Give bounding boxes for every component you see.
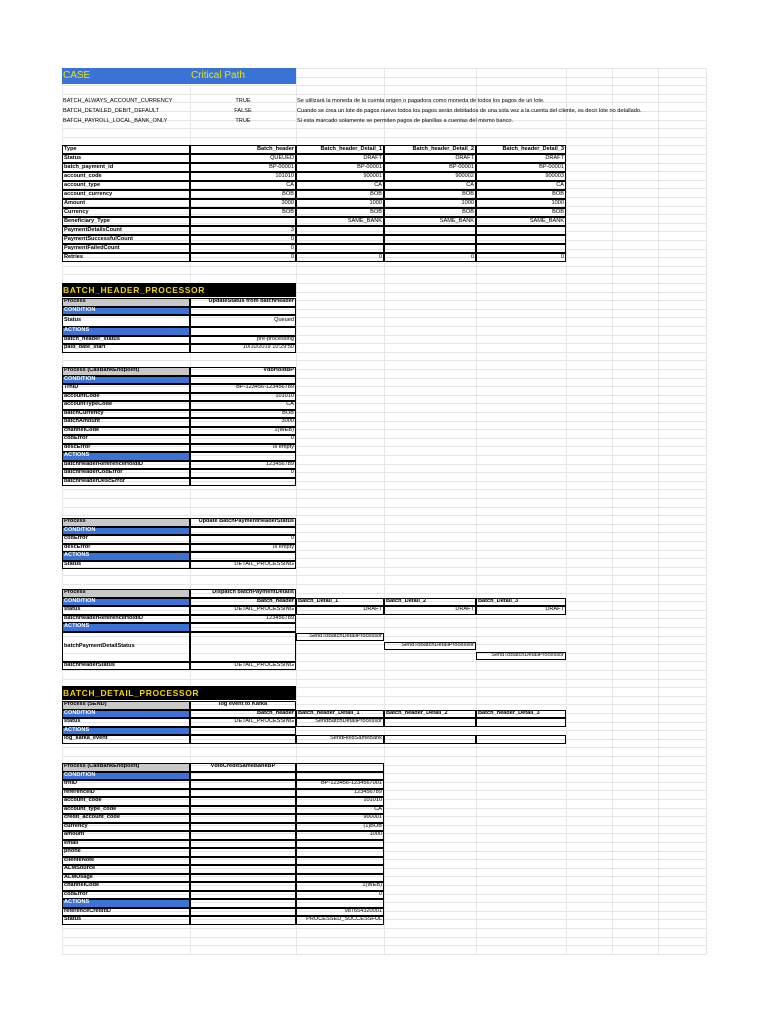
type-table-cell[interactable]: Retries xyxy=(62,253,190,262)
type-table-cell[interactable]: Status xyxy=(62,154,190,163)
condition-label[interactable]: CONDITION xyxy=(62,710,190,719)
type-table-cell[interactable]: 0 xyxy=(190,244,296,253)
type-table-cell[interactable]: account_currency xyxy=(62,190,190,199)
type-table-cell[interactable]: DRAFT xyxy=(384,154,476,163)
cell[interactable] xyxy=(190,882,296,891)
status-value[interactable]: DETAIL_PROCESSING xyxy=(190,606,296,615)
grid-hline xyxy=(62,128,706,129)
status-value[interactable]: DRAFT xyxy=(476,606,566,615)
type-table-cell[interactable]: 3 xyxy=(190,226,296,235)
param-label[interactable]: ALMSource xyxy=(62,865,190,874)
grid-hline xyxy=(62,937,706,938)
param-value[interactable]: 0 xyxy=(296,891,384,900)
type-table-cell[interactable]: CA xyxy=(384,181,476,190)
send-cell[interactable]: SendToBatchDetailProcessor xyxy=(476,652,566,661)
config-desc[interactable]: Se utilizará la moneda de la cuenta origen o pagadora como moneda de todos los pagos de un lote. xyxy=(297,97,545,104)
param-value[interactable] xyxy=(296,874,384,883)
type-table-cell[interactable] xyxy=(476,235,566,244)
cell[interactable] xyxy=(384,735,476,744)
process-label[interactable]: Process (CallBankEndpoint) xyxy=(62,763,190,772)
grid-hline xyxy=(62,575,706,576)
param-value[interactable]: 3000 xyxy=(190,418,296,427)
grid-hline xyxy=(62,85,706,86)
grid-hline xyxy=(62,515,706,516)
type-table-header[interactable]: Type xyxy=(62,145,190,154)
param-label[interactable]: TrnID xyxy=(62,384,190,393)
title-cell[interactable]: Critical Path xyxy=(190,68,296,84)
param-value[interactable]: 1(WEB) xyxy=(296,882,384,891)
type-table-cell[interactable]: 900002 xyxy=(384,172,476,181)
param-label[interactable]: status xyxy=(62,606,190,615)
param-label[interactable]: referenceID xyxy=(62,789,190,798)
cell[interactable] xyxy=(190,874,296,883)
cell[interactable] xyxy=(190,452,296,461)
param-label[interactable]: descError xyxy=(62,444,190,453)
cell[interactable] xyxy=(190,823,296,832)
param-value[interactable]: DETAIL_PROCESSING xyxy=(190,662,296,671)
column-header[interactable]: Batch_header xyxy=(190,598,296,607)
param-label[interactable]: batchHeaderCodError xyxy=(62,469,190,478)
param-label[interactable]: referenceCreditID xyxy=(62,908,190,917)
grid-hline xyxy=(62,489,706,490)
cell[interactable] xyxy=(190,376,296,385)
cell[interactable] xyxy=(190,908,296,917)
grid-hline xyxy=(62,584,706,585)
type-table-cell[interactable]: Amount xyxy=(62,199,190,208)
type-table-cell[interactable] xyxy=(296,235,384,244)
cell[interactable] xyxy=(190,632,296,662)
process-label[interactable]: Process xyxy=(62,298,190,307)
actions-label[interactable]: ACTIONS xyxy=(62,623,190,632)
process-label[interactable]: Process (SEND) xyxy=(62,701,190,710)
type-table-cell[interactable]: SAME_BANK xyxy=(296,217,384,226)
param-label[interactable]: account_type_code xyxy=(62,806,190,815)
param-label[interactable]: codError xyxy=(62,435,190,444)
type-table-cell[interactable]: SAME_BANK xyxy=(476,217,566,226)
type-table-cell[interactable]: batch_payment_id xyxy=(62,163,190,172)
param-label[interactable]: batchHeaderStatus xyxy=(62,662,190,671)
cell[interactable] xyxy=(190,772,296,781)
config-key[interactable]: BATCH_PAYROLL_LOCAL_BANK_ONLY xyxy=(63,118,168,125)
case-cell[interactable]: CASE xyxy=(62,68,190,84)
cell[interactable] xyxy=(296,899,384,908)
param-label[interactable]: batchPaymentDetailStatus xyxy=(62,632,190,662)
type-table-cell[interactable]: BP-00001 xyxy=(384,163,476,172)
type-table-cell[interactable]: DRAFT xyxy=(476,154,566,163)
param-value[interactable] xyxy=(296,865,384,874)
column-header[interactable]: Batch_header_Detail_1 xyxy=(296,710,384,719)
type-table-cell[interactable]: 900001 xyxy=(296,172,384,181)
param-label[interactable]: batchHeaderReferenceHoldID xyxy=(62,615,190,624)
param-label[interactable]: paid_date_start xyxy=(62,344,190,353)
config-value[interactable]: TRUE xyxy=(235,97,251,104)
column-header[interactable]: Batch_header xyxy=(190,710,296,719)
cell[interactable] xyxy=(190,789,296,798)
cell[interactable] xyxy=(384,718,476,727)
param-label[interactable]: status xyxy=(62,718,190,727)
actions-label[interactable]: ACTIONS xyxy=(62,452,190,461)
action-value[interactable]: SendHoldSameBank xyxy=(296,735,384,744)
grid-hline xyxy=(62,670,706,671)
param-value[interactable]: (1)BOB xyxy=(296,823,384,832)
param-label[interactable]: log_kafka_event xyxy=(62,735,190,744)
param-label[interactable]: account_code xyxy=(62,797,190,806)
type-table-cell[interactable]: 1000 xyxy=(296,199,384,208)
type-table-cell[interactable]: 900003 xyxy=(476,172,566,181)
type-table-header[interactable]: Batch_header_Detail_1 xyxy=(296,145,384,154)
type-table-cell[interactable]: PaymentSuccessfulCount xyxy=(62,235,190,244)
grid-hline xyxy=(62,945,706,946)
param-value[interactable]: Queued xyxy=(190,315,296,327)
type-table-header[interactable]: Batch_header_Detail_3 xyxy=(476,145,566,154)
type-table-cell[interactable] xyxy=(296,244,384,253)
type-table-cell[interactable]: BOB xyxy=(384,208,476,217)
grid-hline xyxy=(62,747,706,748)
param-value[interactable]: 123456789 xyxy=(296,789,384,798)
type-table-cell[interactable]: BOB xyxy=(296,208,384,217)
status-value[interactable]: DRAFT xyxy=(296,606,384,615)
process-name[interactable]: UpdateStatus from batchHeader xyxy=(190,298,296,307)
param-label[interactable]: batch_header_status xyxy=(62,336,190,345)
type-table-cell[interactable]: CA xyxy=(296,181,384,190)
grid-hline xyxy=(62,507,706,508)
grid-hline xyxy=(62,498,706,499)
type-table-cell[interactable]: account_type xyxy=(62,181,190,190)
param-value[interactable]: is empty xyxy=(190,544,296,553)
param-value[interactable]: CA xyxy=(190,401,296,410)
condition-label[interactable]: CONDITION xyxy=(62,376,190,385)
process-name[interactable]: VdlbCreditSameBankBP xyxy=(190,763,296,772)
param-value[interactable]: 0 xyxy=(190,435,296,444)
grid-hline xyxy=(62,274,706,275)
param-value[interactable]: DETAIL_PROCESSING xyxy=(190,561,296,570)
section-header-processor[interactable]: BATCH_HEADER_PROCESSOR xyxy=(62,283,296,297)
process-name[interactable]: log event to Kafka xyxy=(190,701,296,710)
type-table-cell[interactable]: SAME_BANK xyxy=(384,217,476,226)
cell[interactable] xyxy=(190,814,296,823)
column-header[interactable]: Batch_Detail_3 xyxy=(476,598,566,607)
type-table-cell[interactable]: 0 xyxy=(190,235,296,244)
cell[interactable] xyxy=(190,307,296,316)
cell[interactable] xyxy=(190,623,296,632)
type-table-cell[interactable]: 0 xyxy=(296,253,384,262)
process-name[interactable]: Dispatch batchPaymentDetails xyxy=(190,589,296,598)
param-label[interactable]: batchAmount xyxy=(62,418,190,427)
type-table-cell[interactable]: CA xyxy=(476,181,566,190)
cell[interactable] xyxy=(190,527,296,536)
param-label[interactable]: phone xyxy=(62,848,190,857)
type-table-cell[interactable]: BP-00001 xyxy=(190,163,296,172)
param-label[interactable]: accountCode xyxy=(62,393,190,402)
cell[interactable] xyxy=(190,806,296,815)
grid-vline xyxy=(706,68,707,954)
type-table-cell[interactable] xyxy=(296,226,384,235)
condition-label[interactable]: CONDITION xyxy=(62,772,190,781)
type-table-cell[interactable]: BOB xyxy=(190,190,296,199)
process-label[interactable]: Process (CallBankEndpoint) xyxy=(62,367,190,376)
param-value[interactable]: 0 xyxy=(190,469,296,478)
actions-label[interactable]: ACTIONS xyxy=(62,327,190,336)
cell[interactable] xyxy=(190,735,296,744)
param-label[interactable]: channelCode xyxy=(62,882,190,891)
param-value[interactable]: CA xyxy=(296,806,384,815)
param-value[interactable]: 1000 xyxy=(296,831,384,840)
type-table-cell[interactable]: BOB xyxy=(476,208,566,217)
config-desc[interactable]: Si esta marcado solamente se permiten pagos de planillas a cuentas del mismo banco. xyxy=(297,118,514,125)
type-table-cell[interactable]: 0 xyxy=(476,253,566,262)
param-value[interactable]: 900001 xyxy=(296,814,384,823)
column-header[interactable]: Batch_header_Detail_3 xyxy=(476,710,566,719)
param-label[interactable]: credit_account_code xyxy=(62,814,190,823)
param-label[interactable]: codError xyxy=(62,891,190,900)
config-key[interactable]: BATCH_DETAILED_DEBIT_DEFAULT xyxy=(63,108,160,114)
grid-vline xyxy=(658,68,659,954)
type-table-cell[interactable]: BOB xyxy=(190,208,296,217)
type-table-cell[interactable] xyxy=(384,244,476,253)
cell[interactable] xyxy=(476,735,566,744)
grid-vline xyxy=(612,68,613,954)
actions-label[interactable]: ACTIONS xyxy=(62,899,190,908)
type-table-cell[interactable]: PaymentDetailsCount xyxy=(62,226,190,235)
type-table-header[interactable]: Batch_header_Detail_2 xyxy=(384,145,476,154)
param-label[interactable]: email xyxy=(62,840,190,849)
actions-label[interactable]: ACTIONS xyxy=(62,727,190,736)
param-value[interactable]: 101010 xyxy=(296,797,384,806)
type-table-cell[interactable]: 3000 xyxy=(190,199,296,208)
param-value[interactable] xyxy=(296,848,384,857)
cell[interactable] xyxy=(190,831,296,840)
type-table-cell[interactable] xyxy=(384,226,476,235)
process-label[interactable]: Process xyxy=(62,518,190,527)
column-header[interactable]: Batch_Detail_1 xyxy=(296,598,384,607)
cell[interactable] xyxy=(296,772,384,781)
config-value[interactable]: TRUE xyxy=(235,118,251,125)
type-table-cell[interactable]: 0 xyxy=(190,253,296,262)
param-value[interactable]: 10/10/2019 10:29:50 xyxy=(190,344,296,353)
status-value[interactable]: DETAIL_PROCESSING xyxy=(190,718,296,727)
grid-hline xyxy=(62,756,706,757)
config-desc[interactable]: Cuando se crea un lote de pagos nuevo todos los pagos serán debitados de una sola vez a la cuenta del cliente, es decir lote no detallado. xyxy=(297,108,642,114)
cell[interactable] xyxy=(190,891,296,900)
param-label[interactable]: ALMUsage xyxy=(62,874,190,883)
type-table-cell[interactable] xyxy=(476,226,566,235)
param-value[interactable]: 987654320001 xyxy=(296,908,384,917)
cell[interactable] xyxy=(190,848,296,857)
type-table-header[interactable]: Batch_header xyxy=(190,145,296,154)
param-label[interactable]: batchCurrency xyxy=(62,410,190,419)
type-table-cell[interactable]: BOB xyxy=(476,190,566,199)
param-label[interactable]: trnID xyxy=(62,780,190,789)
cell[interactable] xyxy=(476,718,566,727)
type-table-cell[interactable]: BP-00001 xyxy=(296,163,384,172)
actions-label[interactable]: ACTIONS xyxy=(62,552,190,561)
type-table-cell[interactable]: QUEUED xyxy=(190,154,296,163)
type-table-cell[interactable]: 1000 xyxy=(476,199,566,208)
send-cell[interactable]: SendToBatchDetailProcessor xyxy=(384,642,476,651)
type-table-cell[interactable]: CA xyxy=(190,181,296,190)
grid-hline xyxy=(62,266,706,267)
cell[interactable] xyxy=(190,780,296,789)
condition-label[interactable]: CONDITION xyxy=(62,307,190,316)
process-name[interactable]: Update BatchPaymentHeaderStatus xyxy=(190,518,296,527)
process-label[interactable]: Process xyxy=(62,589,190,598)
param-value[interactable] xyxy=(190,478,296,487)
param-label[interactable]: Status xyxy=(62,315,190,327)
param-value[interactable]: 123456789 xyxy=(190,461,296,470)
param-value[interactable]: BP-123456-1234567001 xyxy=(296,780,384,789)
param-label[interactable]: clienteNote xyxy=(62,857,190,866)
grid-hline xyxy=(62,360,706,361)
param-label[interactable]: descError xyxy=(62,544,190,553)
type-table-cell[interactable] xyxy=(384,235,476,244)
cell[interactable] xyxy=(190,552,296,561)
param-value[interactable]: 0 xyxy=(190,535,296,544)
type-table-cell[interactable]: BOB xyxy=(296,190,384,199)
param-label[interactable]: codError xyxy=(62,535,190,544)
grid-hline xyxy=(62,94,706,95)
grid-hline xyxy=(62,137,706,138)
cell[interactable] xyxy=(190,916,296,925)
cell[interactable] xyxy=(190,899,296,908)
condition-label[interactable]: CONDITION xyxy=(62,527,190,536)
grid-hline xyxy=(62,954,706,955)
column-header[interactable]: Batch_header_Detail_2 xyxy=(384,710,476,719)
cell[interactable] xyxy=(190,727,296,736)
status-value[interactable]: SendBatchDetailProcessor xyxy=(296,718,384,727)
type-table-cell[interactable]: DRAFT xyxy=(296,154,384,163)
param-value[interactable]: is empty xyxy=(190,444,296,453)
condition-label[interactable]: CONDITION xyxy=(62,598,190,607)
param-label[interactable]: channelCode xyxy=(62,427,190,436)
type-table-cell[interactable]: PaymentFailedCount xyxy=(62,244,190,253)
process-name[interactable]: VdbHoldBP xyxy=(190,367,296,376)
param-value[interactable]: pre-processing xyxy=(190,336,296,345)
param-label[interactable]: Status xyxy=(62,561,190,570)
type-table-cell[interactable]: 101010 xyxy=(190,172,296,181)
type-table-cell[interactable]: 1000 xyxy=(384,199,476,208)
type-table-cell[interactable]: account_code xyxy=(62,172,190,181)
status-value[interactable]: DRAFT xyxy=(384,606,476,615)
type-table-cell[interactable] xyxy=(190,217,296,226)
config-key[interactable]: BATCH_ALWAYS_ACCOUNT_CURRENCY xyxy=(63,97,173,104)
param-value[interactable]: PROCESSED_SUCCESSFUL xyxy=(296,916,384,925)
param-value[interactable]: 123456789 xyxy=(190,615,296,624)
param-label[interactable]: Status xyxy=(62,916,190,925)
param-value[interactable]: BOB xyxy=(190,410,296,419)
cell[interactable] xyxy=(190,840,296,849)
grid-vline xyxy=(566,68,567,954)
type-table-cell[interactable]: Currency xyxy=(62,208,190,217)
cell[interactable] xyxy=(190,865,296,874)
cell[interactable] xyxy=(296,763,384,772)
param-label[interactable]: amount xyxy=(62,831,190,840)
param-label[interactable]: batchHeaderDescError xyxy=(62,478,190,487)
param-label[interactable]: accountTypeCode xyxy=(62,401,190,410)
param-value[interactable]: BP-123456-123456789 xyxy=(190,384,296,393)
config-value[interactable]: FALSE xyxy=(234,108,252,114)
cell[interactable] xyxy=(190,797,296,806)
cell[interactable] xyxy=(190,857,296,866)
grid-hline xyxy=(62,679,706,680)
param-label[interactable]: batchHeaderReferenceHoldID xyxy=(62,461,190,470)
param-value[interactable] xyxy=(296,840,384,849)
type-table-cell[interactable]: Beneficiary_Type xyxy=(62,217,190,226)
section-detail-processor[interactable]: BATCH_DETAIL_PROCESSOR xyxy=(62,686,296,700)
type-table-cell[interactable]: 0 xyxy=(384,253,476,262)
param-label[interactable]: currency xyxy=(62,823,190,832)
type-table-cell[interactable]: BOB xyxy=(384,190,476,199)
param-value[interactable] xyxy=(296,857,384,866)
column-header[interactable]: Batch_Detail_2 xyxy=(384,598,476,607)
cell[interactable] xyxy=(190,327,296,336)
grid-hline xyxy=(62,928,706,929)
type-table-cell[interactable] xyxy=(476,244,566,253)
send-cell[interactable]: SendToBatchDetailProcessor xyxy=(296,633,384,642)
param-value[interactable]: 101010 xyxy=(190,393,296,402)
type-table-cell[interactable]: BP-00001 xyxy=(476,163,566,172)
param-value[interactable]: 1(WEB) xyxy=(190,427,296,436)
